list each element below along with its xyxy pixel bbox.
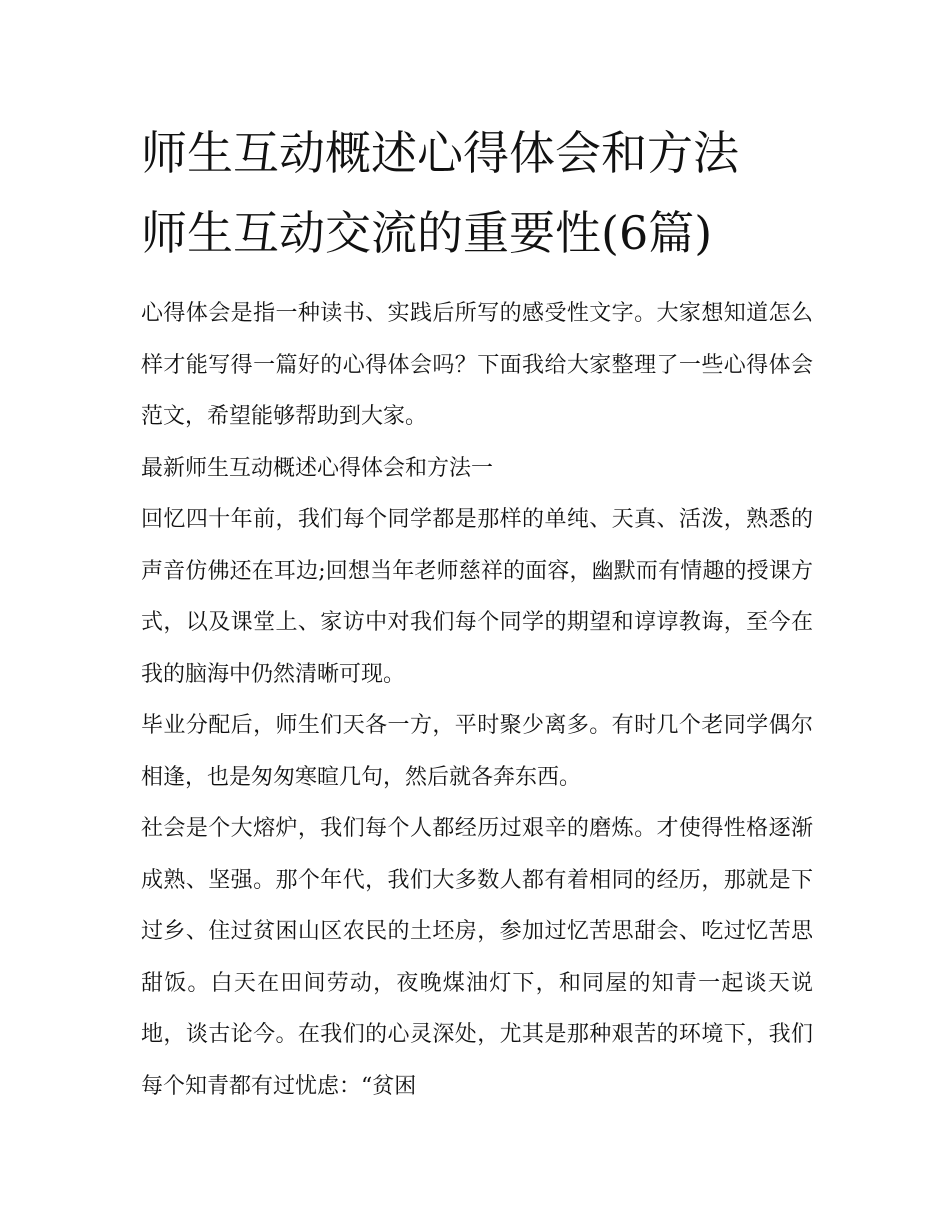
section-heading: 最新师生互动概述心得体会和方法一: [141, 455, 494, 481]
title-line-1: 师生互动概述心得体会和方法: [141, 126, 739, 180]
body-paragraph: 回忆四十年前，我们每个同学都是那样的单纯、天真、活泼，熟悉的声音仿佛还在耳边;回想当年老师慈祥的面容，幽默而有情趣的授课方式，以及课堂上、家访中对我们每个同学的期望和谆谆教诲，至今在我的脑海中仍然清晰可现。: [141, 507, 813, 687]
document-body: [141, 288, 813, 1112]
document-content: [141, 113, 813, 1112]
body-paragraph: 毕业分配后，师生们天各一方，平时聚少离多。有时几个老同学偶尔相逢，也是匆匆寒暄几句，然后就各奔东西。: [141, 713, 813, 790]
document-title: [141, 113, 813, 273]
intro-paragraph: 心得体会是指一种读书、实践后所写的感受性文字。大家想知道怎么样才能写得一篇好的心得体会吗？下面我给大家整理了一些心得体会范文，希望能够帮助到大家。: [141, 301, 813, 429]
body-paragraph: 社会是个大熔炉，我们每个人都经历过艰辛的磨炼。才使得性格逐渐成熟、坚强。那个年代，我们大多数人都有着相同的经历，那就是下过乡、住过贫困山区农民的土坯房，参加过忆苦思甜会、吃过忆苦思甜饭。白天在田间劳动，夜晚煤油灯下，和同屋的知青一起谈天说地，谈古论今。在我们的心灵深处，尤其是那种艰苦的环境下，我们每个知青都有过忧虑：“贫困: [141, 816, 813, 1099]
title-line-2: 师生互动交流的重要性(6篇): [141, 206, 713, 260]
